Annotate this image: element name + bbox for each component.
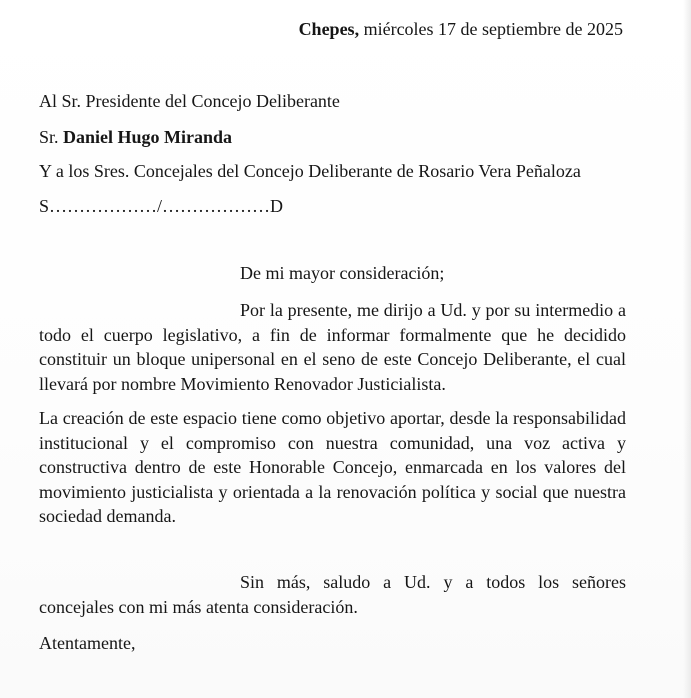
- body-paragraph-1: Por la presente, me dirijo a Ud. y por su intermedio a todo el cuerpo legislativo, a fin de informar formalmente que he decidido constituir un bloque unipersonal en el seno de este Concejo Deliberante, el cual llevará por nombre Movimiento Renovador Justicialista.: [39, 300, 626, 394]
- body-paragraph-3: Sin más, saludo a Ud. y a todos los señores concejales con mi más atenta consideración.: [39, 572, 626, 617]
- addressee-line-3: Y a los Sres. Concejales del Concejo Deliberante de Rosario Vera Peñaloza: [39, 161, 581, 181]
- addressee-line-1: Al Sr. Presidente del Concejo Deliberante: [39, 91, 340, 111]
- page-edge-shadow: [683, 0, 691, 698]
- addressee-name-line: [39, 126, 232, 148]
- date-text: miércoles 17 de septiembre de 2025: [363, 19, 623, 39]
- addressee-title-prefix: Sr.: [39, 127, 59, 147]
- closing-line: Atentamente,: [39, 633, 136, 653]
- addressee-sd-line: S………………/………………D: [39, 196, 284, 216]
- place-name: Chepes,: [298, 19, 360, 39]
- date-line: [299, 18, 623, 40]
- body-paragraph-2: La creación de este espacio tiene como objetivo aportar, desde la responsabilidad institucional y el compromiso con nuestra comunidad, una voz activa y constructiva dentro de este Honorable Concejo, enmarcada en los valores del movimiento justicialista y orientada a la renovación política y social que nuestra sociedad demanda.: [39, 408, 626, 526]
- addressee-name: Daniel Hugo Miranda: [63, 127, 233, 147]
- greeting: De mi mayor consideración;: [240, 263, 445, 283]
